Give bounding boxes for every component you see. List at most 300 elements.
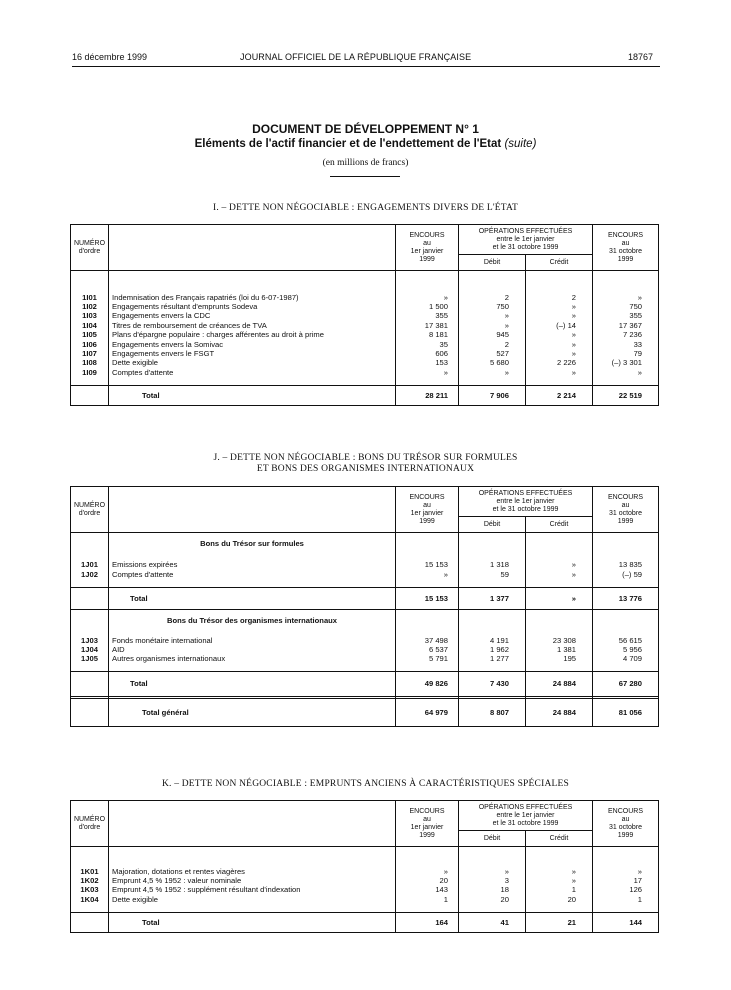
value-c: 24 884 [526, 672, 593, 696]
value-b: 1 277 [459, 654, 526, 663]
operations-line: entre le 1er janvier [496, 235, 555, 243]
spacer-cell [71, 904, 109, 912]
document-subtitle: Eléments de l'actif financier et de l'endettement de l'Etat (suite) [194, 138, 537, 150]
row-label [109, 885, 396, 894]
value-d: » [593, 368, 659, 377]
spacer-cell [459, 664, 526, 672]
value-d: » [593, 293, 659, 302]
value-b: 945 [459, 330, 526, 339]
value-a: 606 [396, 349, 459, 358]
table-row [71, 358, 659, 367]
value-d: (–) 3 301 [593, 358, 659, 367]
row-code: 1J03 [81, 635, 98, 645]
operations-line: OPÉRATIONS EFFECTUÉES [478, 489, 573, 497]
spacer-cell [593, 610, 659, 632]
row-label-text [112, 867, 392, 876]
group-title: Bons du Trésor sur formules [109, 533, 396, 555]
row-label-span: Comptes d'attente [112, 569, 174, 579]
encours-fin-line: 1999 [617, 255, 634, 263]
spacer-cell [71, 579, 109, 587]
encours-fin-header [593, 801, 659, 847]
value-a: 28 211 [396, 385, 459, 405]
row-label [109, 912, 396, 932]
spacer-cell [71, 664, 109, 672]
spacer-cell [593, 664, 659, 672]
spacer-cell [526, 533, 593, 555]
value-a: 1 [396, 895, 459, 904]
row-label-text [112, 560, 392, 569]
table-section-j [70, 486, 659, 727]
operations-line: OPÉRATIONS EFFECTUÉES [478, 803, 573, 811]
value-d: 126 [593, 885, 659, 894]
value-c: » [526, 867, 593, 876]
row-code: 1K03 [80, 885, 99, 895]
value-a: 35 [396, 340, 459, 349]
row-code [71, 698, 109, 726]
row-label [109, 340, 396, 349]
spacer-cell [526, 579, 593, 587]
value-c: 2 214 [526, 385, 593, 405]
debit-header: Débit [459, 255, 526, 271]
operations-header [459, 487, 593, 517]
value-b: 1 318 [459, 560, 526, 569]
numero-header [71, 801, 109, 847]
value-c: 24 884 [526, 698, 593, 726]
row-label-text [112, 895, 392, 904]
credit-header: Crédit [526, 517, 593, 533]
spacer-cell [593, 579, 659, 587]
value-c: » [526, 587, 593, 609]
spacer-cell [109, 904, 396, 912]
encours-debut-line: 1999 [419, 517, 435, 525]
value-c: » [526, 340, 593, 349]
value-a: 49 826 [396, 672, 459, 696]
ordre-label: d'ordre [78, 247, 101, 255]
value-a: 64 979 [396, 698, 459, 726]
spacer-cell [593, 847, 659, 867]
row-label-text [112, 330, 392, 339]
row-label-text [112, 876, 392, 885]
spacer-cell [396, 664, 459, 672]
row-label [109, 698, 396, 726]
row-label-text [112, 349, 392, 358]
spacer-cell [396, 271, 459, 293]
row-code: 1I01 [82, 292, 97, 302]
encours-debut-line: au [423, 815, 431, 823]
encours-debut-header [396, 225, 459, 271]
table-row [71, 321, 659, 330]
value-b: » [459, 311, 526, 320]
encours-debut-line: ENCOURS [409, 493, 445, 501]
row-label-text [112, 885, 392, 894]
row-label [109, 368, 396, 377]
spacer-cell [593, 271, 659, 293]
encours-fin-header [593, 487, 659, 533]
numero-header [71, 487, 109, 533]
spacer-cell [593, 377, 659, 385]
encours-fin-line: ENCOURS [608, 807, 644, 815]
table-row [71, 349, 659, 358]
row-label [109, 358, 396, 367]
encours-debut-line: au [423, 239, 431, 247]
row-label [109, 645, 396, 654]
row-label-span: Engagements envers la CDC [112, 311, 211, 321]
row-label [109, 636, 396, 645]
value-a: 15 153 [396, 560, 459, 569]
operations-line: OPÉRATIONS EFFECTUÉES [478, 227, 573, 235]
value-a: 20 [396, 876, 459, 885]
total-row [71, 385, 659, 405]
row-label-text [112, 302, 392, 311]
value-c: 20 [526, 895, 593, 904]
journal-title: JOURNAL OFFICIEL DE LA RÉPUBLIQUE FRANÇAISE [240, 52, 472, 62]
table-section-k [70, 800, 659, 933]
value-b: 1 377 [459, 587, 526, 609]
encours-debut-line: 1er janvier [410, 247, 444, 255]
value-a: 153 [396, 358, 459, 367]
row-label [109, 570, 396, 579]
value-c: 2 [526, 293, 593, 302]
spacer-cell [459, 533, 526, 555]
table-row [71, 340, 659, 349]
row-label-text [112, 293, 392, 302]
table-row [71, 645, 659, 654]
encours-fin-line: ENCOURS [608, 231, 644, 239]
spacer-cell [526, 904, 593, 912]
table-row [71, 560, 659, 569]
value-d: 5 956 [593, 645, 659, 654]
table-row [71, 330, 659, 339]
row-code: 1J01 [81, 560, 98, 570]
label-header [109, 801, 396, 847]
value-d: » [593, 867, 659, 876]
value-d: (–) 59 [593, 570, 659, 579]
table-row [71, 293, 659, 302]
row-code: 1K04 [80, 894, 99, 904]
value-c: 21 [526, 912, 593, 932]
row-label [109, 672, 396, 696]
row-code: 1K02 [80, 875, 99, 885]
spacer-cell [71, 847, 109, 867]
value-b: 20 [459, 895, 526, 904]
encours-debut-line: 1er janvier [410, 823, 444, 831]
row-code: 1I02 [82, 301, 97, 311]
spacer-cell [459, 271, 526, 293]
row-label-span: Total [112, 391, 161, 400]
value-d: 81 056 [593, 698, 659, 726]
table-row [71, 885, 659, 894]
table-row [71, 570, 659, 579]
value-d: 750 [593, 302, 659, 311]
row-label-text [112, 654, 392, 663]
value-d: 7 236 [593, 330, 659, 339]
row-label [109, 302, 396, 311]
value-c: 2 226 [526, 358, 593, 367]
value-b: 1 962 [459, 645, 526, 654]
spacer-cell [526, 610, 593, 632]
spacer-cell [109, 664, 396, 672]
title-rule [330, 176, 400, 177]
value-d: 4 709 [593, 654, 659, 663]
row-label [109, 895, 396, 904]
row-label [109, 876, 396, 885]
spacer-cell [459, 579, 526, 587]
row-label-span: Emprunt 4,5 % 1952 : supplément résultant d'indexation [112, 885, 301, 895]
row-label-text [112, 918, 392, 927]
row-label-span: Total [112, 594, 149, 603]
encours-debut-line: 1999 [419, 255, 435, 263]
encours-debut-header [396, 801, 459, 847]
value-b: 41 [459, 912, 526, 932]
row-label [109, 321, 396, 330]
value-a: 5 791 [396, 654, 459, 663]
numero-label: NUMÉRO [73, 501, 106, 509]
value-b: 3 [459, 876, 526, 885]
row-label-text [112, 594, 392, 603]
value-b: » [459, 368, 526, 377]
value-c: 23 308 [526, 636, 593, 645]
section-k-heading: K. – DETTE NON NÉGOCIABLE : EMPRUNTS ANCIENS À CARACTÉRISTIQUES SPÉCIALES [161, 779, 569, 789]
spacer-cell [593, 533, 659, 555]
row-label-text [112, 391, 392, 400]
spacer-cell [526, 271, 593, 293]
table-row [71, 654, 659, 663]
table-row [71, 311, 659, 320]
row-code [71, 672, 109, 696]
value-c: (–) 14 [526, 321, 593, 330]
encours-fin-line: 31 octobre [608, 823, 643, 831]
spacer-cell [526, 664, 593, 672]
operations-header [459, 801, 593, 831]
value-a: 15 153 [396, 587, 459, 609]
row-label-span: Majoration, dotations et rentes viagères [112, 866, 245, 876]
label-header [109, 487, 396, 533]
value-b: 5 680 [459, 358, 526, 367]
value-c: 195 [526, 654, 593, 663]
spacer-cell [396, 579, 459, 587]
value-a: » [396, 867, 459, 876]
row-label-text [112, 645, 392, 654]
row-code: 1I09 [82, 367, 97, 377]
spacer-cell [459, 904, 526, 912]
numero-header [71, 225, 109, 271]
section-j-heading-line1: J. – DETTE NON NÉGOCIABLE : BONS DU TRÉSOR SUR FORMULES [213, 453, 518, 463]
value-a: » [396, 293, 459, 302]
spacer-cell [396, 377, 459, 385]
row-label-span: Fonds monétaire international [112, 635, 213, 645]
encours-fin-header [593, 225, 659, 271]
row-label-span: Total [112, 918, 161, 927]
spacer-cell [396, 533, 459, 555]
row-label [109, 560, 396, 569]
header-rule [72, 66, 660, 67]
value-d: 13 835 [593, 560, 659, 569]
spacer-cell [71, 377, 109, 385]
row-code [71, 912, 109, 932]
value-c: » [526, 349, 593, 358]
spacer-cell [396, 610, 459, 632]
value-d: 355 [593, 311, 659, 320]
value-a: 17 381 [396, 321, 459, 330]
row-code: 1I07 [82, 348, 97, 358]
row-label-span: Autres organismes internationaux [112, 654, 226, 664]
value-b: 59 [459, 570, 526, 579]
value-c: » [526, 311, 593, 320]
row-label-span: Dette exigible [112, 358, 159, 368]
ordre-label: d'ordre [78, 509, 101, 517]
value-d: 33 [593, 340, 659, 349]
row-code: 1J02 [81, 569, 98, 579]
row-label [109, 293, 396, 302]
encours-fin-line: 1999 [617, 831, 634, 839]
value-a: 6 537 [396, 645, 459, 654]
row-label-span: Engagements résultant d'emprunts Sodeva [112, 301, 258, 311]
table-row [71, 876, 659, 885]
encours-debut-header [396, 487, 459, 533]
row-label-span: Indemnisation des Français rapatriés (loi du 6-07-1987) [112, 292, 299, 302]
row-label-span: Titres de remboursement de créances de TVA [112, 320, 267, 330]
encours-fin-line: au [621, 239, 630, 247]
operations-line: et le 31 octobre 1999 [492, 819, 559, 827]
row-label [109, 349, 396, 358]
value-b: 8 807 [459, 698, 526, 726]
operations-line: et le 31 octobre 1999 [492, 505, 559, 513]
value-b: 4 191 [459, 636, 526, 645]
value-a: 1 500 [396, 302, 459, 311]
spacer-cell [109, 579, 396, 587]
row-label-text [112, 321, 392, 330]
row-label-span: Dette exigible [112, 894, 159, 904]
row-code: 1I04 [82, 320, 97, 330]
spacer-cell [593, 904, 659, 912]
table-row [71, 368, 659, 377]
table-row [71, 895, 659, 904]
row-code: 1I05 [82, 330, 97, 340]
encours-debut-line: ENCOURS [409, 807, 445, 815]
row-code: 1J04 [81, 644, 98, 654]
encours-fin-line: 31 octobre [608, 247, 643, 255]
encours-debut-line: au [423, 501, 431, 509]
operations-line: entre le 1er janvier [496, 497, 555, 505]
group-title: Bons du Trésor des organismes internationaux [109, 610, 396, 632]
total-row [71, 672, 659, 696]
debit-header: Débit [459, 831, 526, 847]
operations-line: entre le 1er janvier [496, 811, 555, 819]
spacer-cell [459, 847, 526, 867]
value-a: 143 [396, 885, 459, 894]
value-d: 13 776 [593, 587, 659, 609]
spacer-cell [109, 847, 396, 867]
label-header [109, 225, 396, 271]
spacer-cell [396, 847, 459, 867]
value-c: » [526, 330, 593, 339]
encours-debut-line: ENCOURS [409, 231, 445, 239]
value-b: 2 [459, 340, 526, 349]
encours-fin-line: 31 octobre [608, 509, 643, 517]
value-d: 1 [593, 895, 659, 904]
row-code: 1I08 [82, 358, 97, 368]
ordre-label: d'ordre [78, 823, 101, 831]
value-b: 7 430 [459, 672, 526, 696]
row-label-span: Plans d'épargne populaire : charges afférentes au droit à prime [112, 330, 324, 340]
value-d: 144 [593, 912, 659, 932]
value-a: » [396, 570, 459, 579]
operations-line: et le 31 octobre 1999 [492, 243, 559, 251]
row-label [109, 654, 396, 663]
row-label-span: AID [112, 644, 125, 654]
value-b: 7 906 [459, 385, 526, 405]
value-a: 355 [396, 311, 459, 320]
value-c: » [526, 368, 593, 377]
value-b: 18 [459, 885, 526, 894]
credit-header: Crédit [526, 255, 593, 271]
encours-debut-line: 1er janvier [410, 509, 444, 517]
row-code: 1I06 [82, 339, 97, 349]
row-code: 1I03 [82, 311, 97, 321]
row-label [109, 385, 396, 405]
row-label-span: Engagements envers la Somivac [112, 339, 224, 349]
value-b: 750 [459, 302, 526, 311]
value-c: » [526, 302, 593, 311]
value-d: 22 519 [593, 385, 659, 405]
value-c: » [526, 560, 593, 569]
value-b: 527 [459, 349, 526, 358]
row-label-text [112, 340, 392, 349]
value-d: 17 367 [593, 321, 659, 330]
row-code: 1K01 [80, 866, 99, 876]
encours-fin-line: au [621, 501, 630, 509]
row-label-text [112, 368, 392, 377]
spacer-cell [459, 610, 526, 632]
value-a: 37 498 [396, 636, 459, 645]
encours-fin-line: ENCOURS [608, 493, 644, 501]
row-label [109, 330, 396, 339]
row-label [109, 311, 396, 320]
value-c: 1 [526, 885, 593, 894]
value-c: 1 381 [526, 645, 593, 654]
row-label-span: Emprunt 4,5 % 1952 : valeur nominale [112, 875, 242, 885]
value-b: » [459, 321, 526, 330]
spacer-cell [71, 610, 109, 632]
row-label-span: Total général [112, 708, 190, 717]
numero-label: NUMÉRO [73, 239, 106, 247]
spacer-cell [459, 377, 526, 385]
row-label-text [112, 570, 392, 579]
table-row [71, 867, 659, 876]
section-j-heading [0, 453, 731, 475]
unit-note: (en millions de francs) [322, 158, 409, 168]
row-label-text [112, 636, 392, 645]
row-label-span: Emissions expirées [112, 560, 178, 570]
section-j-heading-line2: ET BONS DES ORGANISMES INTERNATIONAUX [256, 464, 475, 474]
document-title: DOCUMENT DE DÉVELOPPEMENT N° 1 [252, 122, 479, 136]
encours-fin-line: 1999 [617, 517, 634, 525]
value-b: » [459, 867, 526, 876]
table-section-i [70, 224, 659, 406]
row-code [71, 385, 109, 405]
spacer-cell [109, 271, 396, 293]
value-a: 8 181 [396, 330, 459, 339]
value-d: 67 280 [593, 672, 659, 696]
value-c: » [526, 876, 593, 885]
spacer-cell [526, 377, 593, 385]
spacer-cell [71, 271, 109, 293]
value-d: 79 [593, 349, 659, 358]
row-label-text [112, 358, 392, 367]
page-date: 16 décembre 1999 [72, 52, 148, 62]
value-a: » [396, 368, 459, 377]
debit-header: Débit [459, 517, 526, 533]
